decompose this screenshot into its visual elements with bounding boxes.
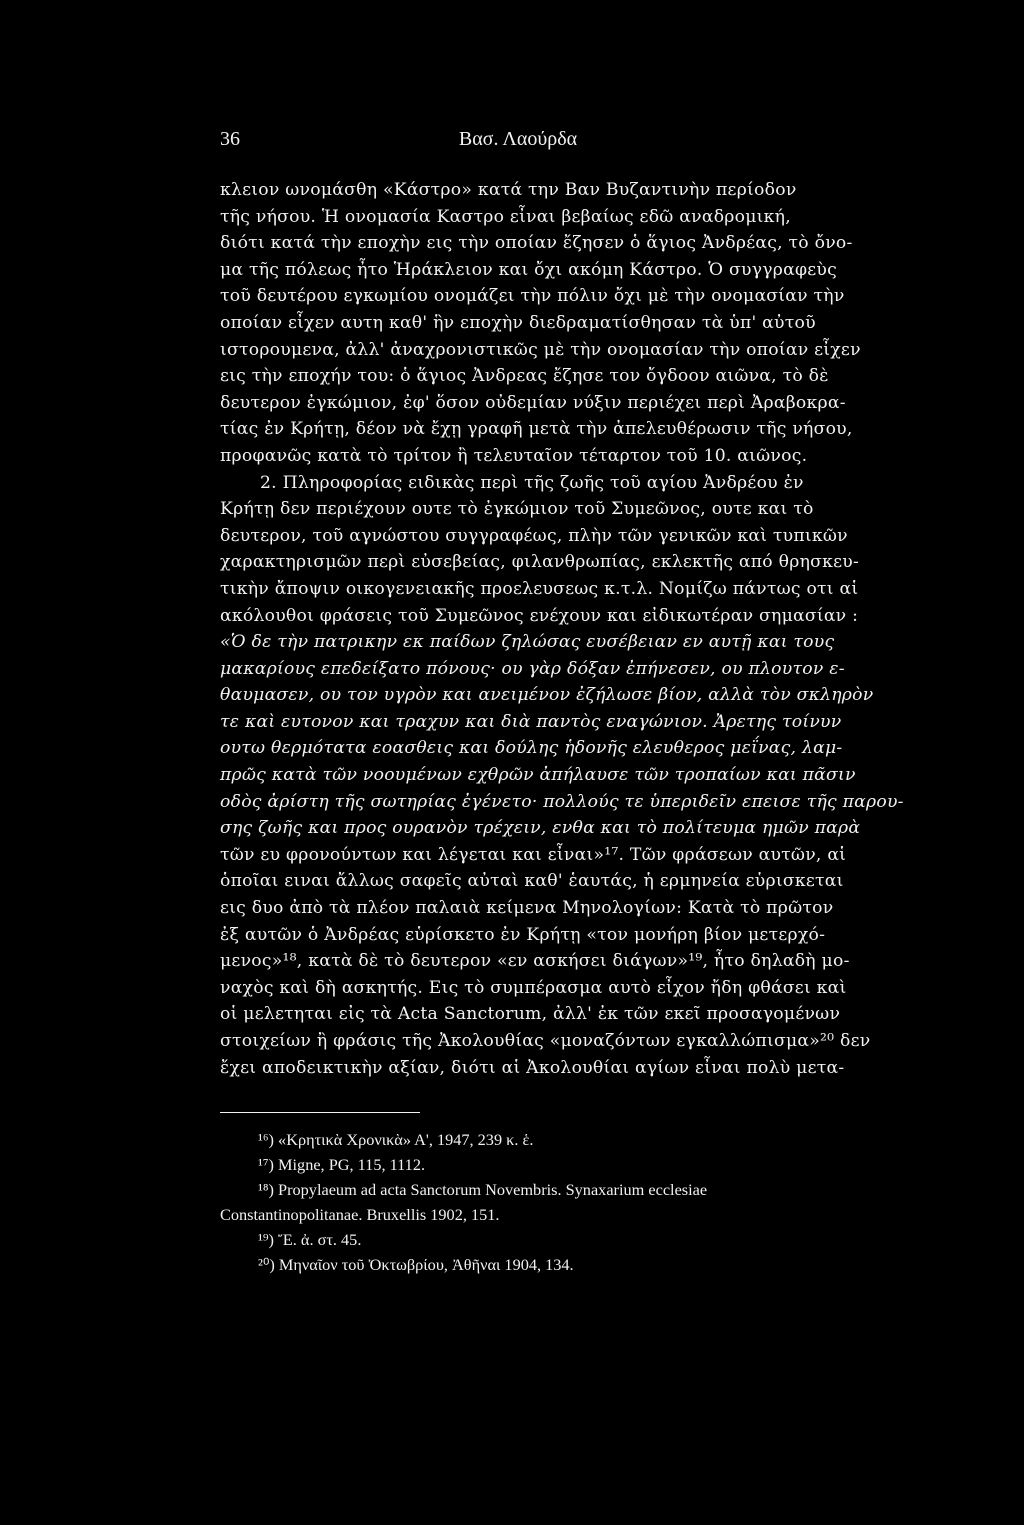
footnote: ²⁰) Μηναῖον τοῦ Ὀκτωβρίου, Ἀθῆναι 1904, 134. — [258, 1255, 574, 1274]
text-line: ὁποῖαι ειναι ἄλλως σαφεῖς αὐταὶ καθ' ἑαυτάς, ἡ ερμηνεία εὑρισκεται — [220, 871, 844, 892]
footnote: ¹⁶) «Κρητικὰ Χρονικὰ» Α', 1947, 239 κ. ἑ. — [258, 1130, 534, 1149]
text-line: διότι κατά τὴν εποχὴν εις τὴν οποίαν ἔζησεν ὁ ἅγιος Ἀνδρέας, τὸ ὄνο- — [220, 233, 853, 254]
text-line: ἔχει αποδεικτικὴν αξίαν, διότι αἱ Ἀκολουθίαι αγίων εἶναι πολὺ μετα- — [220, 1057, 845, 1078]
text-line: τῶν ευ φρονούντων και λέγεται και εἶναι»¹⁷. Τῶν φράσεων αυτῶν, αἱ — [220, 844, 847, 865]
text-line: μενος»¹⁸, κατὰ δὲ τὸ δευτερον «εν ασκήσει διάγων»¹⁹, ἦτο δηλαδὴ μο- — [220, 951, 850, 972]
footnote-continuation: Constantinopolitanae. Bruxellis 1902, 151. — [220, 1205, 500, 1224]
text-line: Κρήτῃ δεν περιέχουν ουτε τὸ ἐγκώμιον τοῦ Συμεῶνος, ουτε και τὸ — [220, 499, 814, 520]
footnotes — [220, 1127, 816, 1277]
text-line: ιστορουμενα, ἀλλ' ἀναχρονιστικῶς μὲ τὴν ονομασίαν τὴν οποίαν εἶχεν — [220, 339, 861, 360]
quotation-line: «Ὁ δε τὴν πατρικην εκ παίδων ζηλώσας ευσέβειαν εν αυτῇ και τους — [220, 632, 835, 653]
page-header — [220, 128, 816, 160]
quotation-line: τε καὶ ευτονον και τραχυν και διὰ παντὸς εναγώνιον. Ἀρετης τοίνυν — [220, 711, 842, 732]
running-title: Βασ. Λαούρδα — [458, 128, 578, 150]
paragraph-start-line: 2. Πληροφορίας ειδικὰς περὶ τῆς ζωῆς τοῦ αγίου Ἀνδρέου ἐν — [260, 472, 804, 493]
text-line: τῆς νήσου. Ἡ ονομασία Καστρο εἶναι βεβαίως εδῶ αναδρομική, — [220, 206, 791, 227]
text-line: ναχὸς καὶ δὴ ασκητής. Εις τὸ συμπέρασμα αυτὸ εἶχον ἤδη φθάσει καὶ — [220, 977, 847, 998]
text-line: οἱ μελετηται εἰς τὰ Acta Sanctorum, ἀλλ' ἐκ τῶν εκεῖ προσαγομένων — [220, 1004, 841, 1025]
body-text — [220, 177, 904, 1081]
text-line: ἐξ αυτῶν ὁ Ἀνδρέας εὑρίσκετο ἐν Κρήτῃ «τον μονήρη βίον μετερχό- — [220, 924, 826, 945]
text-line: χαρακτηρισμῶν περὶ εὐσεβείας, φιλανθρωπίας, εκλεκτῆς από θρησκευ- — [220, 552, 860, 573]
quotation-line: μακαρίους επεδείξατο πόνους· ου γὰρ δόξαν ἐπήνεσεν, ου πλουτον ε- — [220, 658, 845, 679]
text-line: εις τὴν εποχήν του: ὁ ἅγιος Ἀνδρεας ἔζησε τον ὄγδοον αιῶνα, τὸ δὲ — [220, 366, 829, 387]
text-line: τίας ἐν Κρήτῃ, δέον νὰ ἔχῃ γραφῆ μετὰ τὴν ἀπελευθέρωσιν τῆς νήσου, — [220, 419, 853, 440]
quotation-line: σης ζωῆς και προς ουρανὸν τρέχειν, ενθα και τὸ πολίτευμα ημῶν παρὰ — [220, 818, 861, 839]
text-line: τικὴν ἄποψιν οικογενειακῆς προελευσεως κ.τ.λ. Νομίζω πάντως οτι αἱ — [220, 578, 859, 599]
text-line: οποίαν εἶχεν αυτη καθ' ἣν εποχὴν διεδραματίσθησαν τὰ ὑπ' αὐτοῦ — [220, 312, 816, 333]
footnote: ¹⁹) Ἔ. ἀ. στ. 45. — [258, 1230, 362, 1249]
page-number: 36 — [220, 128, 240, 150]
footnote: ¹⁸) Propylaeum ad acta Sanctorum Novembris. Synaxarium ecclesiae — [258, 1180, 708, 1199]
text-line: εις δυο ἀπὸ τὰ πλέον παλαιὰ κείμενα Μηνολογίων: Κατὰ τὸ πρῶτον — [220, 898, 834, 919]
text-line: δευτερον, τοῦ αγνώστου συγγραφέως, πλὴν τῶν γενικῶν καὶ τυπικῶν — [220, 525, 848, 546]
quotation-line: πρῶς κατὰ τῶν νοουμένων εχθρῶν ἀπήλαυσε τῶν τροπαίων και πᾶσιν — [220, 765, 856, 786]
quotation-line: θαυμασεν, ου τον υγρὸν και ανειμένον ἐζήλωσε βίον, αλλὰ τὸν σκληρὸν — [220, 685, 874, 706]
text-line: μα τῆς πόλεως ἦτο Ἡράκλειον και ὄχι ακόμη Κάστρο. Ὁ συγγραφεὺς — [220, 259, 837, 280]
text-line: ακόλουθοι φράσεις τοῦ Συμεῶνος ενέχουν και εἰδικωτέραν σημασίαν : — [220, 605, 859, 626]
text-line: δευτερον ἐγκώμιον, ἐφ' ὅσον οὐδεμίαν νύξιν περιέχει περὶ Ἀραβοκρα- — [220, 392, 846, 413]
footnote: ¹⁷) Migne, PG, 115, 1112. — [258, 1155, 426, 1174]
quotation-line: οδὸς ἀρίστη τῆς σωτηρίας ἐγένετο· πολλούς τε ὑπεριδεῖν επεισε τῆς παρου- — [220, 791, 904, 812]
text-line: προφανῶς κατὰ τὸ τρίτον ἢ τελευταῖον τέταρτον τοῦ 10. αιῶνος. — [220, 445, 808, 466]
text-line: τοῦ δευτέρου εγκωμίου ονομάζει τὴν πόλιν ὄχι μὲ τὴν ονομασίαν τὴν — [220, 286, 845, 307]
footnote-divider — [220, 1112, 420, 1113]
quotation-line: ουτω θερμότατα εοασθεις και δούλης ἡδονῆς ελευθερος μεΐνας, λαμ- — [220, 738, 843, 759]
text-line: στοιχείων ἢ φράσις τῆς Ἀκολουθίας «μοναζόντων εγκαλλώπισμα»²⁰ δεν — [220, 1031, 871, 1051]
text-line: κλειον ωνομάσθη «Κάστρο» κατά την Βαν Βυζαντινὴν περίοδον — [220, 180, 797, 200]
